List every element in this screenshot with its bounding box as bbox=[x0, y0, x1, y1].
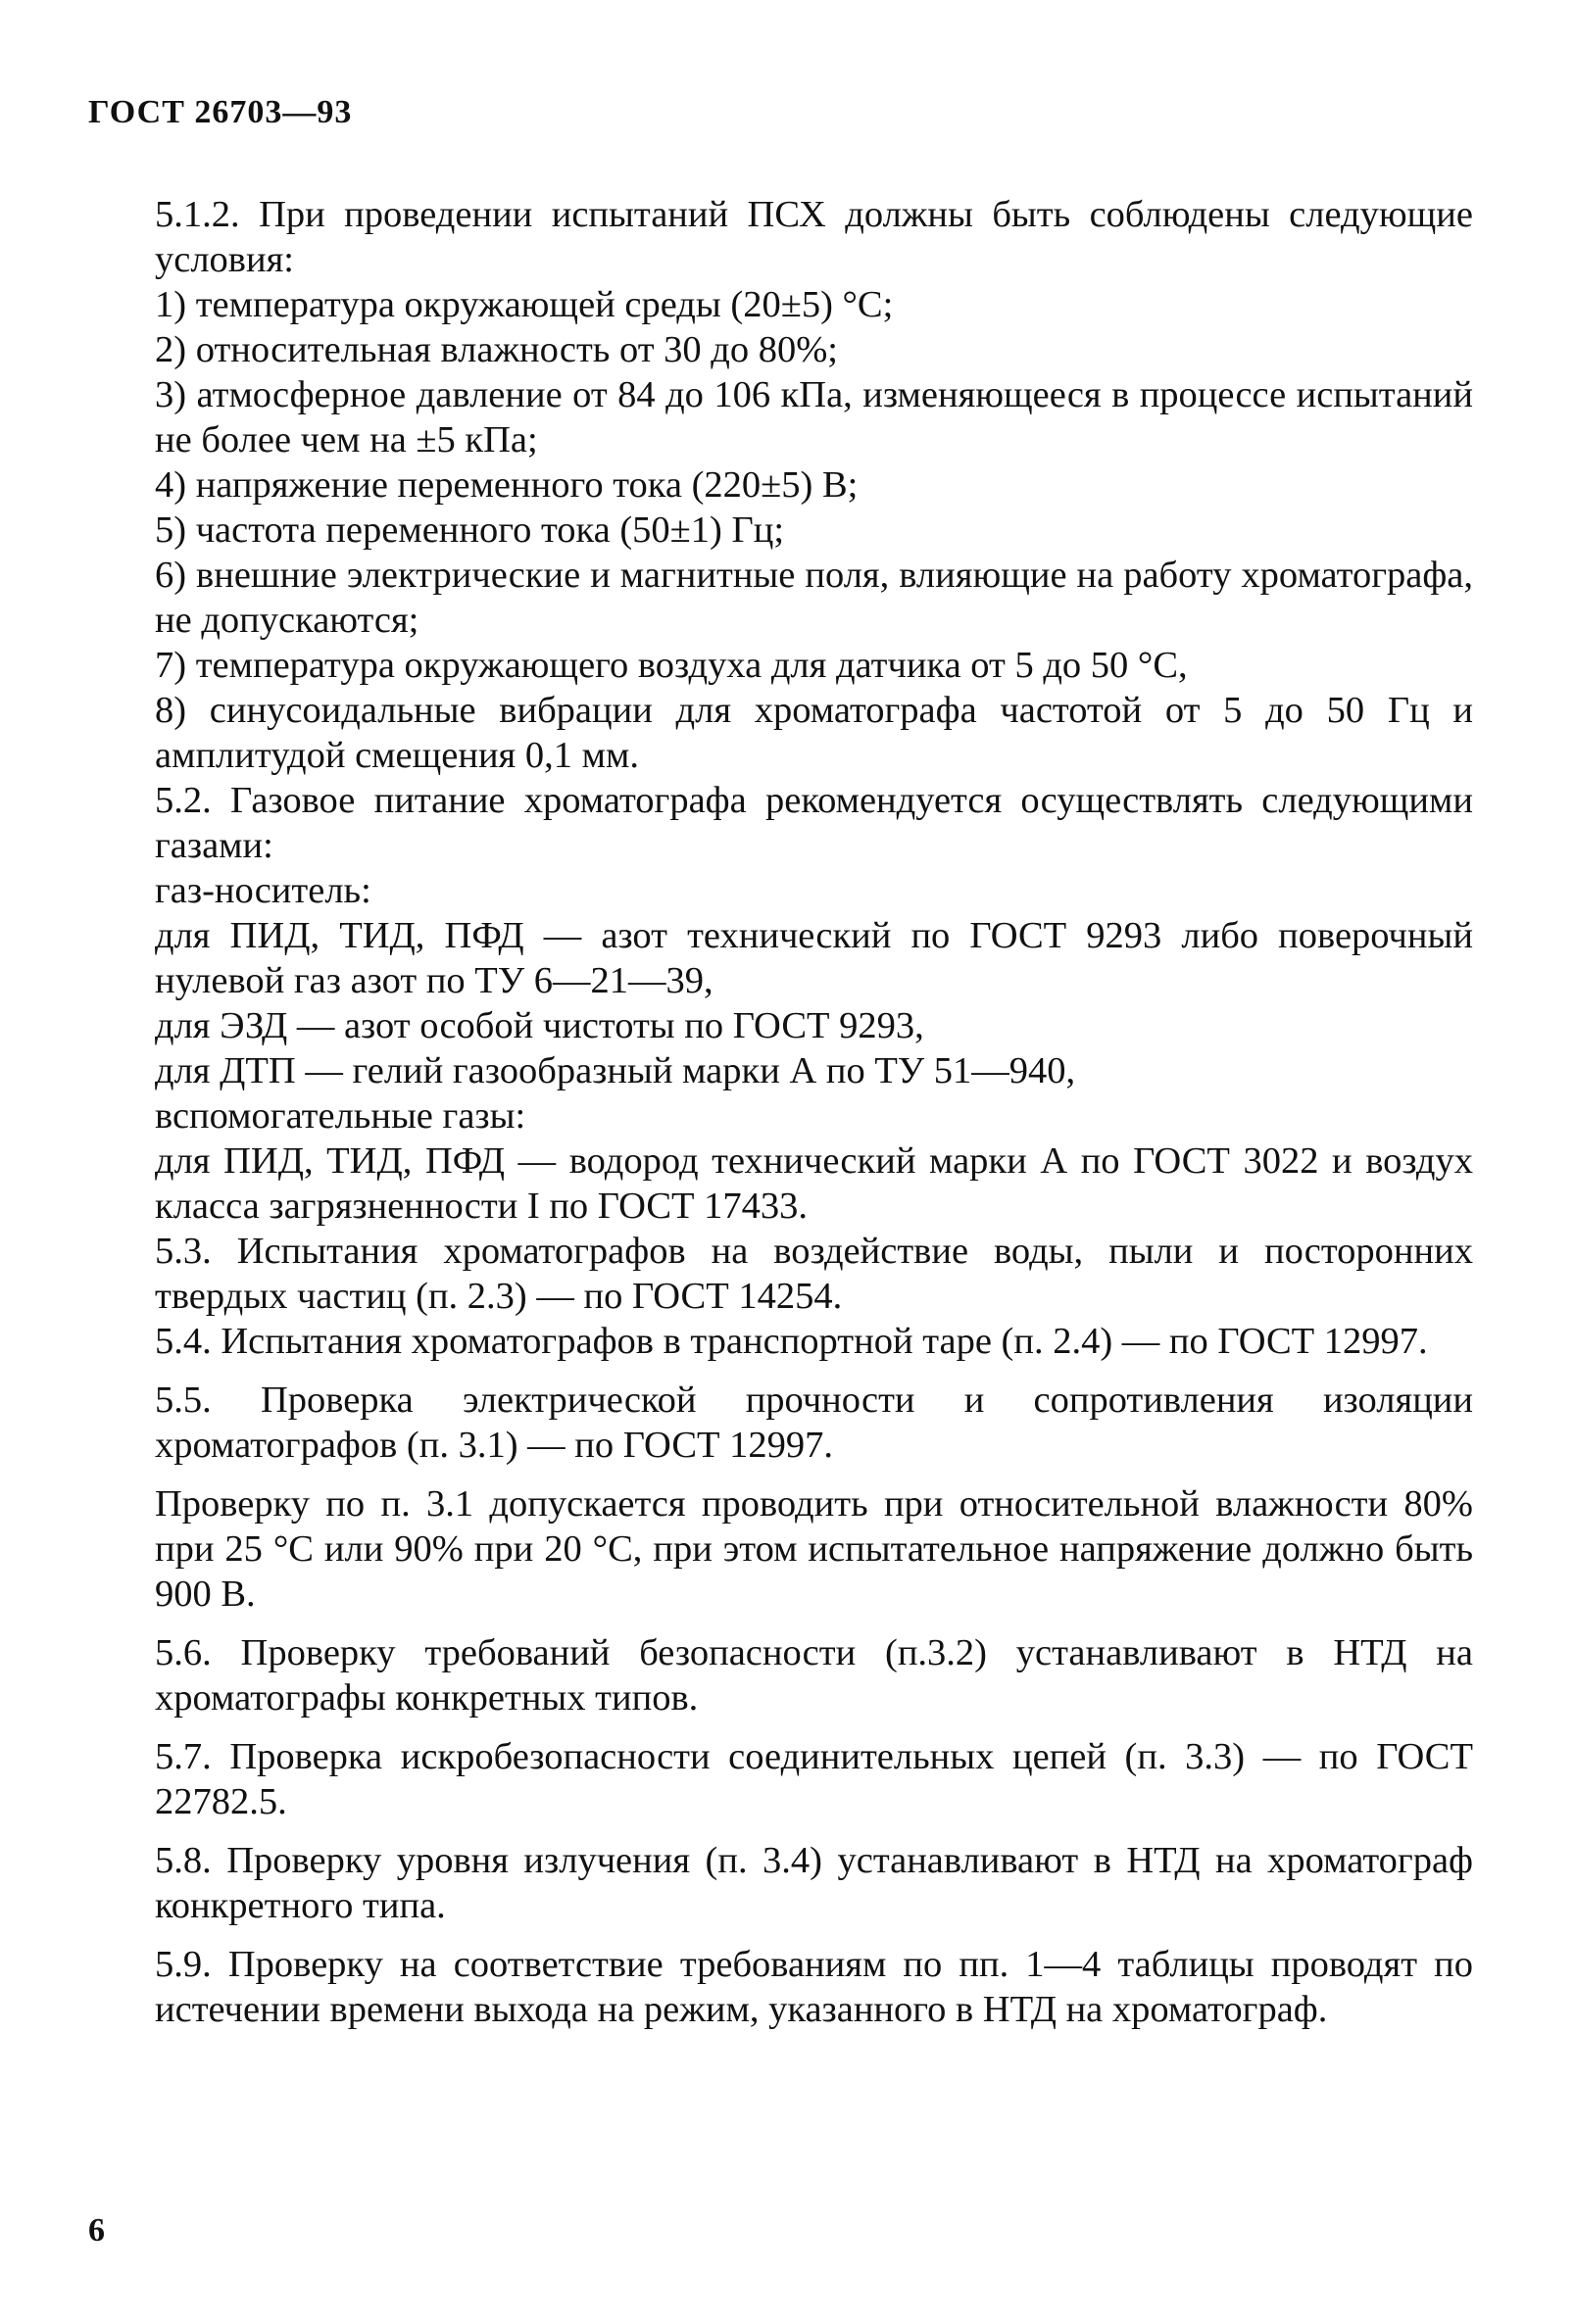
document-header: ГОСТ 26703—93 bbox=[88, 94, 353, 130]
carrier-gas-dtp: для ДТП — гелий газообразный марки А по ТУ 51—940, bbox=[155, 1050, 1076, 1091]
list-item-1: 1) температура окружающей среды (20±5) °С; bbox=[155, 284, 894, 325]
body-text bbox=[155, 192, 1473, 2032]
paragraph-5-1-2: 5.1.2. При проведении испытаний ПСХ должны быть соблюдены следующие условия: bbox=[155, 194, 1473, 280]
paragraph-5-8: 5.8. Проверку уровня излучения (п. 3.4) устанавливают в НТД на хроматограф конкретного типа. bbox=[155, 1840, 1473, 1926]
list-item-2: 2) относительная влажность от 30 до 80%; bbox=[155, 329, 839, 370]
paragraph-5-3: 5.3. Испытания хроматографов на воздействие воды, пыли и посторонних твердых частиц (п. 2.3) — по ГОСТ 14254. bbox=[155, 1231, 1473, 1317]
auxiliary-gas-pid: для ПИД, ТИД, ПФД — водород технический марки А по ГОСТ 3022 и воздух класса загрязненности I по ГОСТ 17433. bbox=[155, 1140, 1473, 1227]
carrier-gas-pid: для ПИД, ТИД, ПФД — азот технический по ГОСТ 9293 либо поверочный нулевой газ азот по ТУ 6—21—39, bbox=[155, 915, 1473, 1001]
carrier-gas-ezd: для ЭЗД — азот особой чистоты по ГОСТ 9293, bbox=[155, 1005, 924, 1046]
paragraph-5-5: 5.5. Проверка электрической прочности и сопротивления изоляции хроматографов (п. 3.1) — по ГОСТ 12997. bbox=[155, 1380, 1473, 1466]
list-item-7: 7) температура окружающего воздуха для датчика от 5 до 50 °С, bbox=[155, 645, 1188, 686]
list-item-6: 6) внешние электрические и магнитные поля, влияющие на работу хроматографа, не допускаются; bbox=[155, 555, 1473, 641]
auxiliary-gas-heading: вспомогательные газы: bbox=[155, 1095, 526, 1137]
carrier-gas-heading: газ-носитель: bbox=[155, 870, 371, 911]
paragraph-5-4: 5.4. Испытания хроматографов в транспортной таре (п. 2.4) — по ГОСТ 12997. bbox=[155, 1321, 1428, 1362]
paragraph-5-9: 5.9. Проверку на соответствие требованиям по пп. 1—4 таблицы проводят по истечении времени выхода на режим, указанного в НТД на хроматограф. bbox=[155, 1944, 1473, 2030]
paragraph-insulation-note: Проверку по п. 3.1 допускается проводить при относительной влажности 80% при 25 °С или 90% при 20 °С, при этом испытательное напряжение должно быть 900 В. bbox=[155, 1483, 1473, 1615]
page-number: 6 bbox=[88, 2212, 105, 2249]
list-item-5: 5) частота переменного тока (50±1) Гц; bbox=[155, 509, 785, 551]
paragraph-5-6: 5.6. Проверку требований безопасности (п.3.2) устанавливают в НТД на хроматографы конкретных типов. bbox=[155, 1632, 1473, 1719]
list-item-3: 3) атмосферное давление от 84 до 106 кПа, изменяющееся в процессе испытаний не более чем на ±5 кПа; bbox=[155, 374, 1473, 460]
paragraph-5-7: 5.7. Проверка искробезопасности соединительных цепей (п. 3.3) — по ГОСТ 22782.5. bbox=[155, 1736, 1473, 1822]
paragraph-5-2: 5.2. Газовое питание хроматографа рекомендуется осуществлять следующими газами: bbox=[155, 780, 1473, 866]
list-item-4: 4) напряжение переменного тока (220±5) В; bbox=[155, 464, 859, 506]
list-item-8: 8) синусоидальные вибрации для хроматографа частотой от 5 до 50 Гц и амплитудой смещения 0,1 мм. bbox=[155, 690, 1473, 776]
